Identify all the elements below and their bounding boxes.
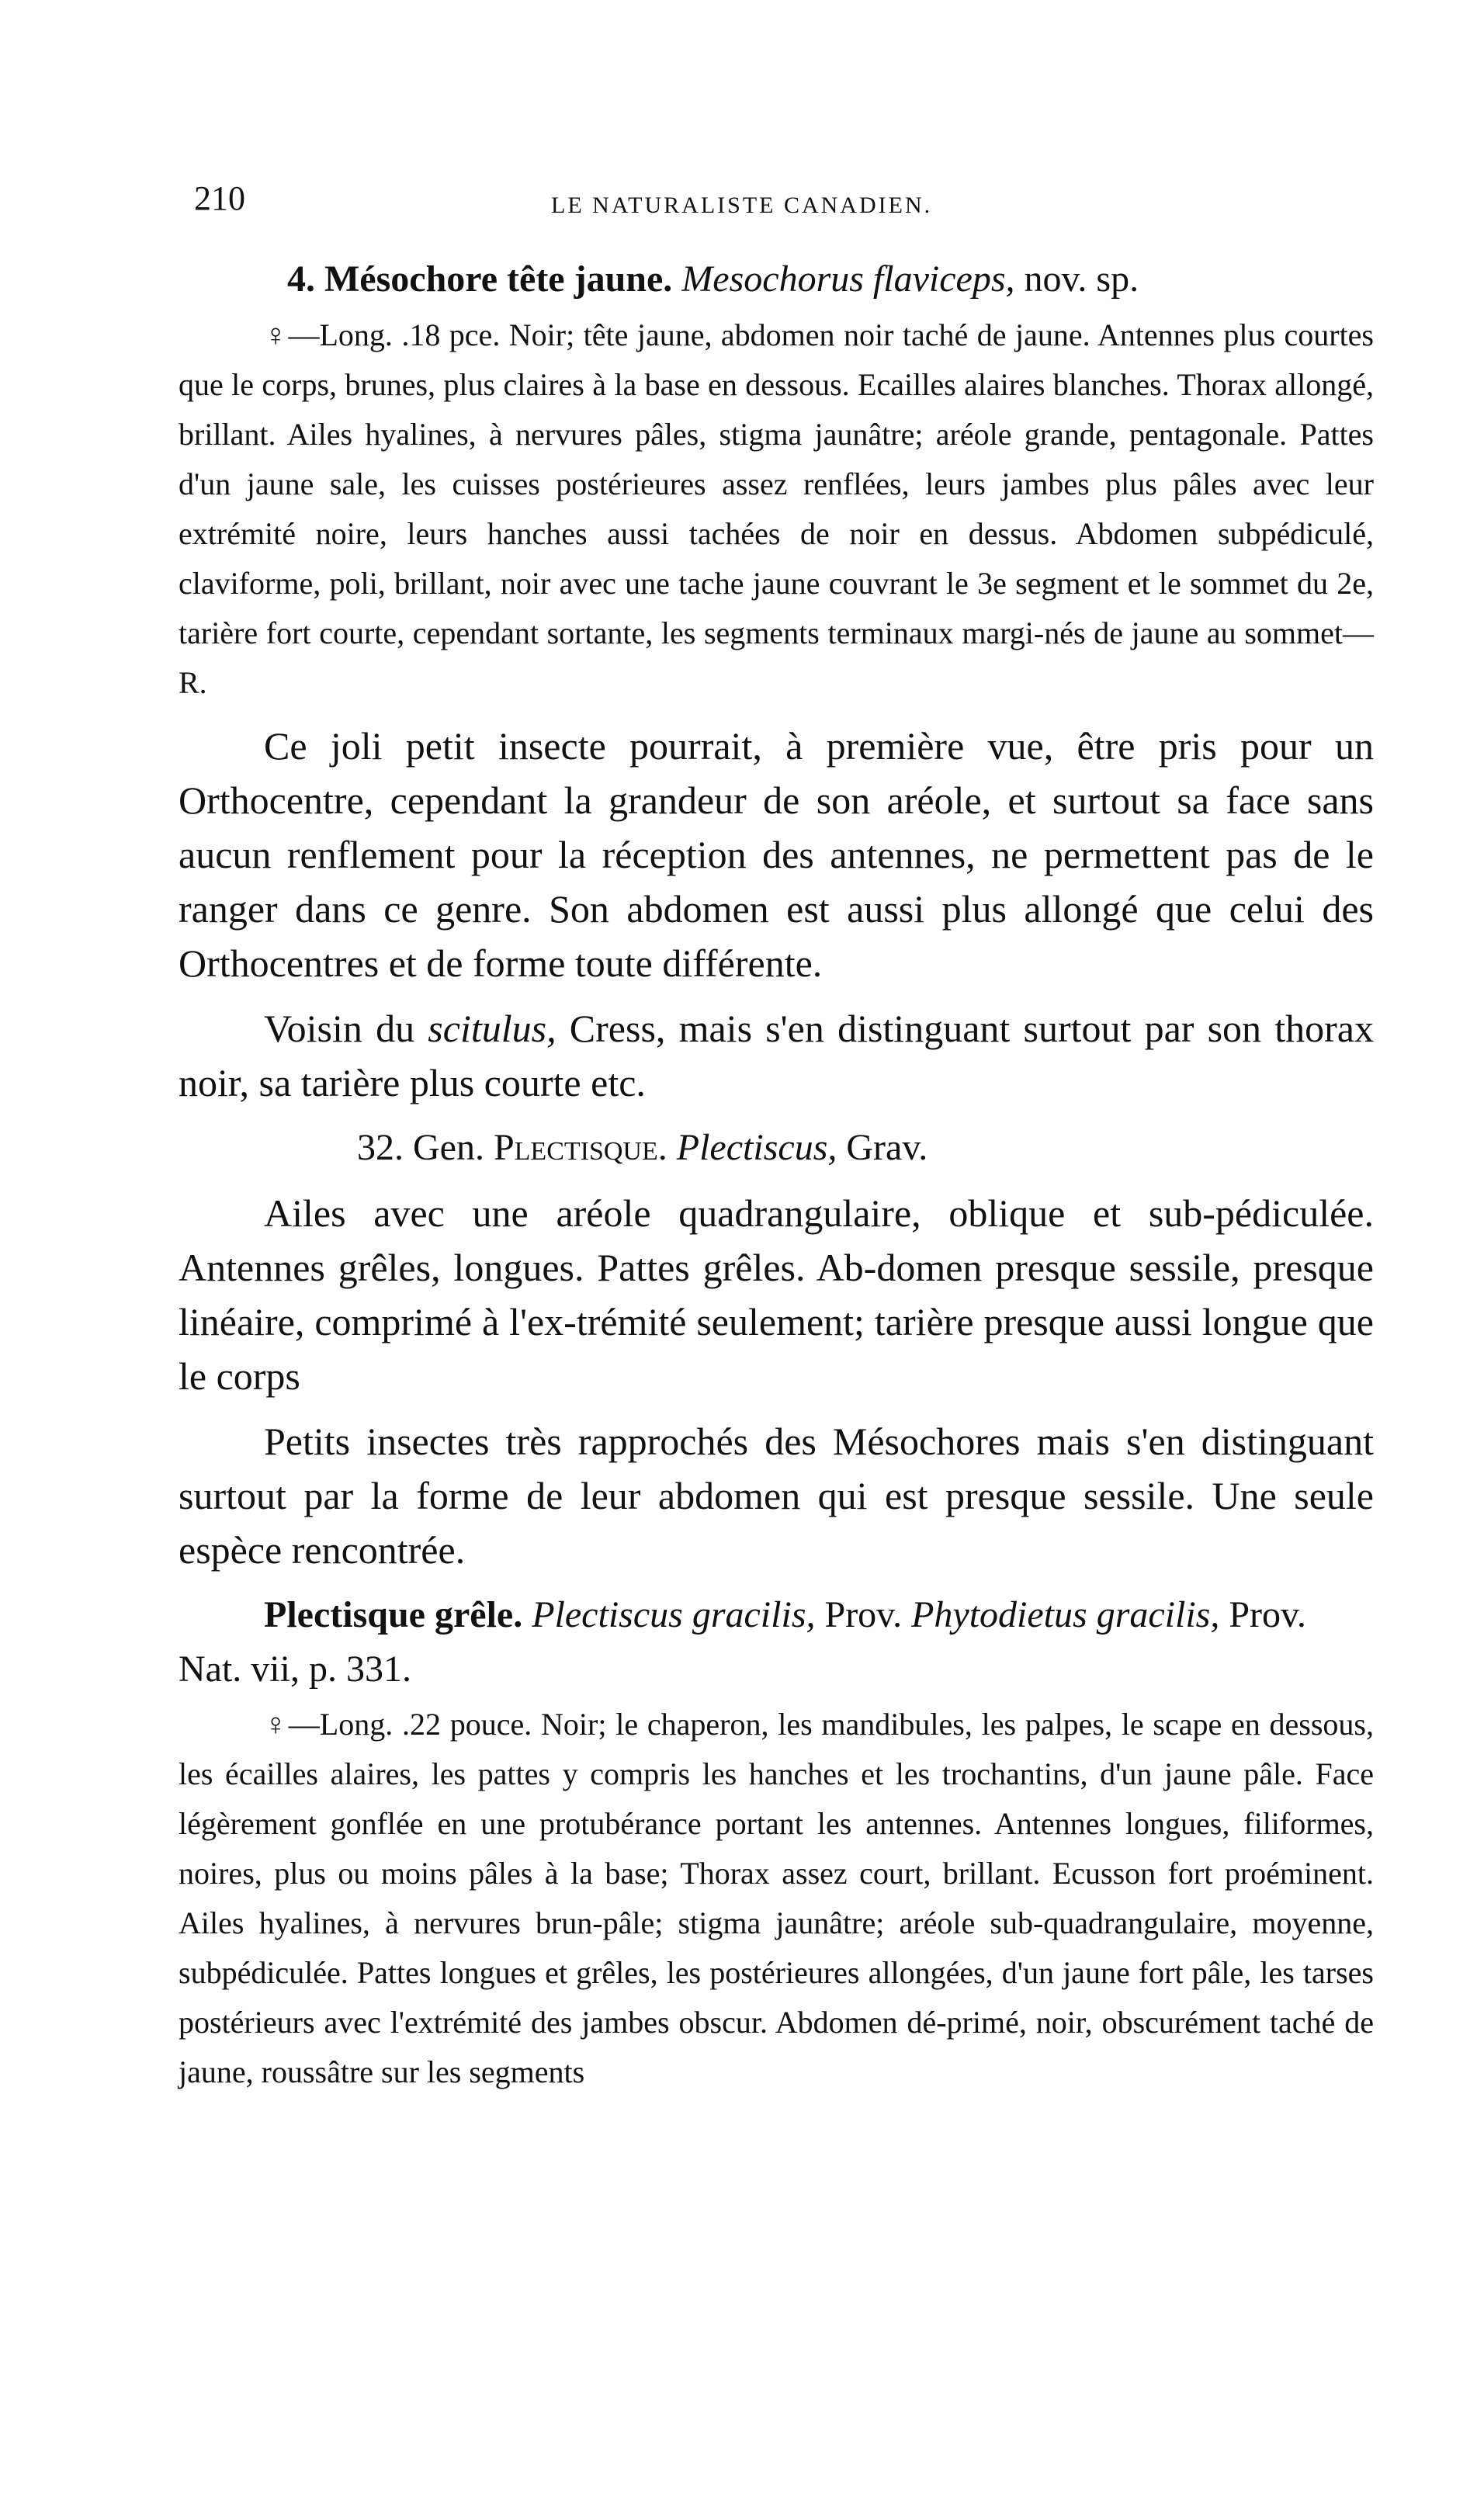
species-4-latin-name: Mesochorus flaviceps, (681, 258, 1015, 300)
synonym-species: gracilis, (1096, 1594, 1220, 1635)
species-4-remark-2 (179, 1001, 1374, 1110)
synonym-reference: Prov. Nat. vii, p. 331. (179, 1594, 1306, 1690)
genus-32-number: 32. (357, 1127, 404, 1168)
species-gracilis-heading (179, 1588, 1374, 1697)
genus-32-author: Grav. (846, 1127, 928, 1168)
genus-32-latin-name: Plectiscus, (676, 1127, 837, 1168)
page-header (179, 171, 1374, 233)
remark-2-prefix: Voisin du (264, 1007, 428, 1050)
species-gracilis-description: ♀—Long. .22 pouce. Noir; le chaperon, les mandibules, les palpes, le scape en dessous, les écailles alaires, les pattes y compris les hanches et les trochantins, d'un jaune pâle. Face légèrement gonflée en une protubérance portant les antennes. Antennes longues, filiformes, noires, plus ou moins pâles à la base; Thorax assez court, brillant. Ecusson fort proéminent. Ailes hyalines, à nervures brun-pâle; stigma jaunâtre; aréole sub-quadrangulaire, moyenne, subpédiculée. Pattes longues et grêles, les postérieures allongées, d'un jaune fort pâle, les tarses postérieurs avec l'extrémité des jambes obscur. Abdomen dé-primé, noir, obscurément taché de jaune, roussâtre sur les segments (179, 1707, 1374, 2089)
genus-32-remark: Petits insectes très rapprochés des Mésochores mais s'en distinguant surtout par la forme de leur abdomen qui est presque sessile. Une seule espèce rencontrée. (179, 1420, 1374, 1572)
species-4-number: 4. (287, 258, 315, 300)
remark-2-latin: scitulus, (428, 1007, 556, 1050)
species-4-heading (287, 256, 1374, 303)
genus-32-heading (357, 1121, 1374, 1175)
species-4-remark-1: Ce joli petit insecte pourrait, à première vue, être pris pour un Orthocentre, cependant la grandeur de son aréole, et surtout sa face sans aucun renflement pour la réception des antennes, ne permettent pas de le ranger dans ce genre. Son abdomen est aussi plus allongé que celui des Orthocentres et de forme toute différente. (179, 724, 1374, 985)
species-4-status: nov. sp. (1024, 258, 1139, 300)
synonym-genus: Phytodietus (911, 1594, 1087, 1635)
page-number: 210 (194, 179, 245, 217)
species-4-common-name: Mésochore tête jaune. (324, 258, 673, 300)
genus-32-gen-abbrev: Gen. (413, 1127, 484, 1168)
species-4-description: ♀—Long. .18 pce. Noir; tête jaune, abdomen noir taché de jaune. Antennes plus courtes que le corps, brunes, plus claires à la base en dessous. Ecailles alaires blanches. Thorax allongé, brillant. Ailes hyalines, à nervures pâles, stigma jaunâtre; aréole grande, pentagonale. Pattes d'un jaune sale, les cuisses postérieures assez renflées, leurs jambes plus pâles avec leur extrémité noire, leurs hanches aussi tachées de noir en dessus. Abdomen subpédiculé, claviforme, poli, brillant, noir avec une tache jaune couvrant le 3e segment et le sommet du 2e, tarière fort courte, cependant sortante, les segments terminaux margi-nés de jaune au sommet—R. (179, 317, 1374, 700)
species-gracilis-common-name: Plectisque grêle. (264, 1594, 523, 1635)
species-gracilis-author: Prov. (824, 1594, 903, 1635)
remark-2-suffix: Cress, mais s'en distinguant surtout par son thorax noir, sa tarière plus courte etc. (179, 1007, 1374, 1104)
genus-32-name: Plectisque. (493, 1127, 667, 1168)
genus-32-diagnosis: Ailes avec une aréole quadrangulaire, oblique et sub-pédiculée. Antennes grêles, longues. Pattes grêles. Ab-domen presque sessile, presque linéaire, comprimé à l'ex-trémité seulement; tarière presque aussi longue que le corps (179, 1191, 1374, 1398)
species-gracilis-latin-name: Plectiscus gracilis, (532, 1594, 816, 1635)
book-page (179, 171, 1374, 2097)
running-head: LE NATURALISTE CANADIEN. (551, 192, 933, 218)
